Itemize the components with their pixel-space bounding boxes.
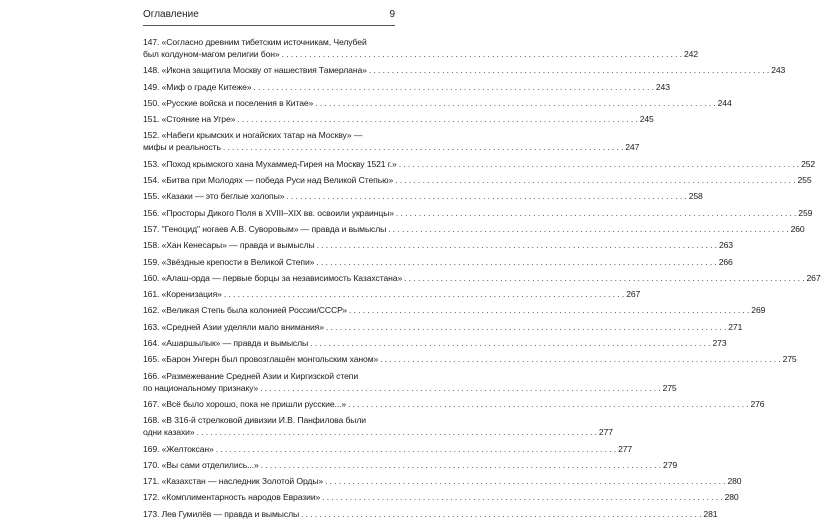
- dot-leader: [399, 158, 799, 170]
- toc-entry-title-line: 168. «В 316-й стрелковой дивизии И.В. Панфилова были: [143, 415, 366, 426]
- toc-entry[interactable]: [143, 288, 641, 300]
- dot-leader: [396, 207, 796, 219]
- toc-entry-page: 255: [797, 175, 812, 186]
- dot-leader: [380, 353, 780, 365]
- dot-leader: [261, 459, 661, 471]
- toc-entry-title-line: 148. «Икона защитила Москву от нашествия Тамерлана»: [143, 65, 367, 76]
- toc-entry[interactable]: [143, 475, 742, 487]
- toc-entry-page: 277: [618, 443, 633, 454]
- toc-entry[interactable]: [143, 370, 677, 394]
- dot-leader: [237, 113, 637, 125]
- toc-entry-title-line: 171. «Казахстан — наследник Золотой Орды»: [143, 476, 324, 487]
- toc-entry-page: 252: [801, 158, 816, 169]
- dot-leader: [254, 81, 654, 93]
- toc-entry[interactable]: [143, 321, 743, 333]
- toc-entry[interactable]: [143, 129, 640, 153]
- toc-entry[interactable]: [143, 272, 821, 284]
- toc-entry[interactable]: [143, 207, 813, 219]
- toc-entry-row: [143, 207, 813, 219]
- toc-entry[interactable]: [143, 508, 718, 520]
- dot-leader: [282, 48, 682, 60]
- toc-entry-row: [143, 81, 670, 93]
- toc-entry-row: [143, 48, 699, 60]
- toc-entry-title-line: 164. «Ашаршылык» — правда и вымыслы: [143, 338, 309, 349]
- toc-entry-page: 281: [703, 508, 718, 519]
- toc-entry-title-line: 154. «Битва при Молодях — победа Руси над Великой Степью»: [143, 175, 394, 186]
- toc-entry[interactable]: [143, 158, 816, 170]
- toc-entry-page: 258: [688, 191, 703, 202]
- dot-leader: [216, 443, 616, 455]
- dot-leader: [315, 97, 715, 109]
- toc-entry-row: [143, 190, 703, 202]
- toc-entry-page: 263: [718, 240, 733, 251]
- toc-entry[interactable]: [143, 190, 703, 202]
- toc-entry-title-line: 167. «Всё было хорошо, пока не пришли русские...»: [143, 398, 347, 409]
- toc-entry-page: 279: [663, 459, 678, 470]
- toc-entry-title-line: 151. «Стояние на Угре»: [143, 114, 236, 125]
- toc-entry-page: 259: [798, 207, 813, 218]
- toc-entry-title-line: 158. «Хан Кенесары» — правда и вымыслы: [143, 240, 315, 251]
- dot-leader: [349, 304, 749, 316]
- toc-entry-title-line: 155. «Казаки — это беглые холопы»: [143, 191, 285, 202]
- dot-leader: [223, 141, 623, 153]
- toc-entry[interactable]: [143, 491, 739, 503]
- toc-entry[interactable]: [143, 36, 699, 60]
- toc-entry-page: 280: [724, 492, 739, 503]
- toc-entry-row: [143, 272, 821, 284]
- toc-entry-page: 271: [728, 321, 743, 332]
- toc-entry[interactable]: [143, 443, 633, 455]
- toc-entry-title-line: 152. «Набеги крымских и ногайских татар на Москву» —: [143, 130, 363, 141]
- toc-entry-row: [143, 443, 633, 455]
- toc-entry-page: 266: [718, 256, 733, 267]
- toc-entry-page: 280: [727, 476, 742, 487]
- toc-entry-title-line: 157. "Геноцид" ногаев А.В. Суворовым» — правда и вымыслы: [143, 223, 387, 234]
- dot-leader: [404, 272, 804, 284]
- toc-entry[interactable]: [143, 223, 805, 235]
- dot-leader: [286, 190, 686, 202]
- toc-entry-row: [143, 353, 797, 365]
- toc-entry-title-line: 161. «Коренизация»: [143, 289, 222, 300]
- toc-entry-page: 275: [662, 382, 677, 393]
- toc-entry-title-line: одни казахи»: [143, 427, 195, 438]
- toc-entry-row: [143, 459, 678, 471]
- toc-entry-title-line: мифы и реальность: [143, 142, 221, 153]
- header-title: Оглавление: [143, 9, 199, 20]
- dot-leader: [326, 321, 726, 333]
- dot-leader: [310, 337, 710, 349]
- toc-entry-row: [143, 158, 816, 170]
- toc-entry[interactable]: [143, 459, 678, 471]
- toc-entry-title-line: 170. «Вы сами отделились...»: [143, 459, 259, 470]
- toc-entry-row: [143, 508, 718, 520]
- toc-entry-title-line: 150. «Русские войска и поселения в Китае»: [143, 97, 314, 108]
- toc-entry[interactable]: [143, 97, 732, 109]
- toc-entry-title-line: 166. «Размежевание Средней Азии и Киргизской степи: [143, 370, 359, 381]
- toc-entry[interactable]: [143, 304, 766, 316]
- toc-entry-title-line: 163. «Средней Азии уделяли мало внимания»: [143, 321, 324, 332]
- toc-entry-row: [143, 491, 739, 503]
- toc-entry-title-line: 169. «Желтоксан»: [143, 443, 214, 454]
- toc-entry-row: [143, 113, 654, 125]
- dot-leader: [317, 239, 717, 251]
- toc-entry[interactable]: [143, 64, 786, 76]
- toc-entry-page: 247: [625, 142, 640, 153]
- dot-leader: [369, 64, 769, 76]
- header-rule: [143, 25, 395, 26]
- toc-entry-page: 243: [771, 65, 786, 76]
- dot-leader: [322, 491, 722, 503]
- toc-entry-row: [143, 174, 812, 186]
- dot-leader: [197, 426, 597, 438]
- toc-entry[interactable]: [143, 337, 727, 349]
- toc-entry-row: [143, 304, 766, 316]
- dot-leader: [325, 475, 725, 487]
- toc-entry-title-line: 165. «Барон Унгерн был провозглашён монгольским ханом»: [143, 354, 379, 365]
- toc-entry-page: 242: [683, 49, 699, 59]
- toc-entry[interactable]: [143, 398, 765, 410]
- toc-entry-page: 260: [790, 223, 805, 234]
- toc-entry[interactable]: [143, 174, 812, 186]
- toc-entry-page: 269: [751, 305, 766, 316]
- toc-entry-row: [143, 337, 727, 349]
- toc-entry-title-line: 160. «Алаш-орда — первые борцы за независимость Казахстана»: [143, 272, 403, 283]
- dot-leader: [348, 398, 748, 410]
- toc-entry-title-line: 156. «Просторы Дикого Поля в XVIII–XIX вв. освоили украинцы»: [143, 207, 394, 218]
- table-of-contents: [143, 36, 821, 524]
- toc-entry[interactable]: [143, 239, 733, 251]
- toc-entry-title-line: 153. «Поход крымского хана Мухаммед-Гирея на Москву 1521 г.»: [143, 158, 397, 169]
- toc-entry-page: 276: [750, 398, 765, 409]
- toc-entry[interactable]: [143, 414, 613, 438]
- dot-leader: [388, 223, 788, 235]
- toc-entry-row: [143, 239, 733, 251]
- toc-entry-title-line: по национальному признаку»: [143, 382, 259, 393]
- dot-leader: [395, 174, 795, 186]
- toc-entry[interactable]: [143, 256, 733, 268]
- toc-entry-row: [143, 97, 732, 109]
- toc-entry-page: 275: [782, 354, 797, 365]
- toc-entry-row: [143, 398, 765, 410]
- toc-entry-row: [143, 382, 677, 394]
- toc-entry-page: 244: [717, 97, 732, 108]
- toc-entry-title-line: 173. Лев Гумилёв — правда и вымыслы: [143, 508, 300, 519]
- toc-entry-page: 243: [655, 81, 670, 92]
- toc-entry-title-line: 147. «Согласно древним тибетским источникам, Челубей: [143, 37, 367, 47]
- toc-entry-title-line: 162. «Великая Степь была колонией России/СССР»: [143, 305, 347, 316]
- toc-entry-row: [143, 141, 640, 153]
- toc-entry-title-line: был колдуном-магом религии бон»: [143, 49, 280, 59]
- toc-entry-row: [143, 256, 733, 268]
- dot-leader: [316, 256, 716, 268]
- header-page-number: 9: [389, 9, 395, 20]
- dot-leader: [224, 288, 624, 300]
- dot-leader: [301, 508, 701, 520]
- toc-entry-title-line: 159. «Звёздные крепости в Великой Степи»: [143, 256, 315, 267]
- running-header: [143, 9, 395, 20]
- toc-entry-page: 267: [626, 289, 641, 300]
- toc-entry-row: [143, 288, 641, 300]
- dot-leader: [260, 382, 660, 394]
- toc-entry-page: 245: [639, 114, 654, 125]
- toc-entry-row: [143, 475, 742, 487]
- toc-entry[interactable]: [143, 81, 670, 93]
- toc-entry-page: 273: [712, 338, 727, 349]
- toc-entry-page: 277: [598, 427, 613, 438]
- toc-entry[interactable]: [143, 353, 797, 365]
- toc-entry-page: 267: [806, 272, 821, 283]
- toc-entry-row: [143, 321, 743, 333]
- toc-entry-row: [143, 223, 805, 235]
- toc-entry-row: [143, 64, 786, 76]
- toc-entry-title-line: 149. «Миф о граде Китеже»: [143, 81, 252, 92]
- toc-entry-title-line: 172. «Комплиментарность народов Евразии»: [143, 492, 321, 503]
- toc-entry-row: [143, 426, 613, 438]
- toc-entry[interactable]: [143, 113, 654, 125]
